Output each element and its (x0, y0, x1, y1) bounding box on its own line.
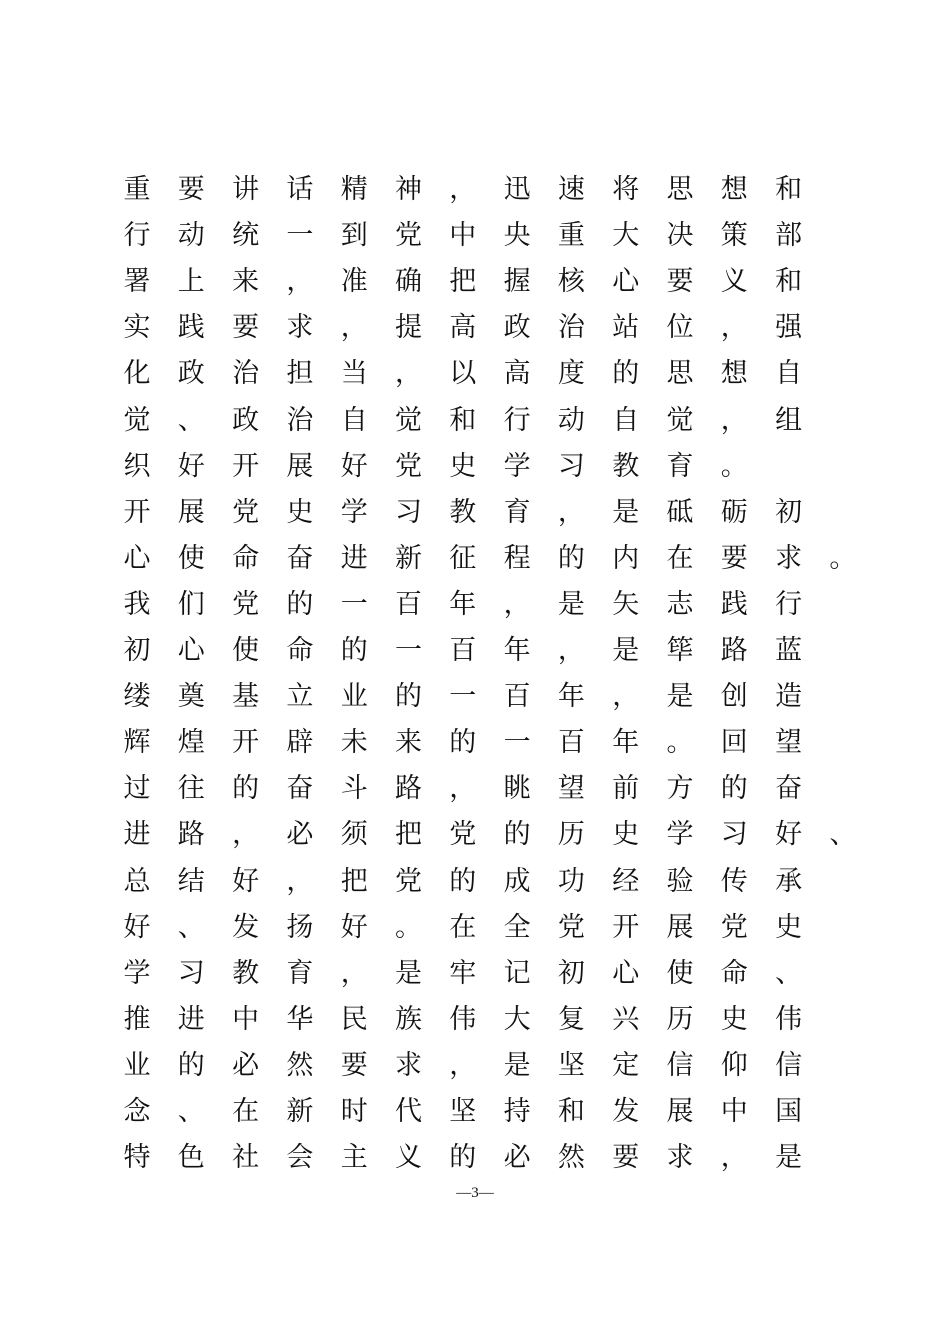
text-char: 的 (449, 865, 477, 897)
text-char: 初 (775, 496, 803, 528)
text-char: 学 (123, 957, 151, 989)
text-char: 大 (612, 220, 640, 252)
text-char: 程 (503, 542, 531, 574)
text-char: 望 (775, 727, 803, 759)
text-char: 织 (123, 450, 151, 482)
text-char: 教 (232, 957, 260, 989)
text-char: 百 (503, 681, 531, 713)
text-char: ， (286, 266, 314, 298)
text-char: 奠 (177, 681, 205, 713)
text-char: 的 (720, 773, 748, 805)
text-char: ， (340, 312, 368, 344)
text-char: 砺 (720, 496, 748, 528)
text-char: 我 (123, 588, 151, 620)
text-char: 践 (720, 588, 748, 620)
text-char: 。 (829, 542, 857, 574)
text-char: 史 (286, 496, 314, 528)
text-char: 强 (775, 312, 803, 344)
text-char: 党 (449, 819, 477, 851)
text-char: 求 (666, 1142, 694, 1174)
text-char: 动 (177, 220, 205, 252)
text-char: 重 (123, 174, 151, 205)
text-char: 习 (720, 819, 748, 851)
text-char: 命 (720, 957, 748, 989)
text-char: 的 (612, 358, 640, 390)
text-char: 展 (666, 1096, 694, 1127)
text-char: 年 (449, 588, 477, 620)
text-char: 党 (395, 220, 422, 252)
text-char: 统 (232, 220, 260, 252)
text-char: 行 (123, 220, 151, 252)
text-char: 央 (503, 220, 531, 252)
text-char: 年 (503, 635, 531, 666)
text-char: 教 (612, 450, 640, 482)
text-char: 进 (123, 819, 151, 851)
text-char: 前 (612, 773, 640, 805)
text-char: 的 (177, 1049, 205, 1081)
text-char: 奋 (286, 542, 314, 574)
text-char: 的 (286, 588, 314, 620)
text-char: 功 (557, 865, 585, 897)
text-char: 治 (557, 312, 585, 344)
text-char: 以 (449, 358, 477, 390)
text-char: ， (232, 819, 260, 851)
text-char: 要 (340, 1049, 368, 1081)
text-char: 育 (286, 957, 314, 989)
text-char: 开 (232, 727, 260, 759)
text-char: 使 (177, 542, 205, 574)
text-char: 教 (449, 496, 477, 528)
text-char: 史 (612, 819, 640, 851)
text-char: 想 (720, 174, 748, 205)
text-char: 会 (286, 1142, 314, 1174)
text-char: 是 (557, 588, 585, 620)
text-char: 矢 (612, 588, 640, 620)
text-char: 发 (612, 1096, 640, 1127)
text-char: 党 (232, 496, 260, 528)
text-char: 党 (395, 450, 422, 482)
text-char: 的 (232, 773, 260, 805)
text-char: 速 (557, 174, 585, 205)
text-char: 学 (666, 819, 694, 851)
text-char: 迅 (503, 174, 531, 205)
text-char: 特 (123, 1142, 151, 1174)
text-char: 自 (612, 404, 640, 436)
text-char: 组 (775, 404, 803, 436)
text-char: 伟 (775, 1003, 803, 1035)
text-char: 党 (232, 588, 260, 620)
text-char: ， (395, 358, 422, 390)
text-char: 要 (720, 542, 748, 574)
text-char: 践 (177, 312, 205, 344)
text-char: 、 (829, 819, 857, 851)
text-char: 路 (395, 773, 422, 805)
text-char: 年 (557, 681, 585, 713)
text-char: 神 (395, 174, 422, 205)
text-char: ， (503, 588, 531, 620)
text-char: 学 (340, 496, 368, 528)
text-char: 坚 (557, 1049, 585, 1081)
text-char: 展 (177, 496, 205, 528)
text-char: 要 (232, 312, 260, 344)
text-char: 觉 (666, 404, 694, 436)
text-char: 习 (557, 450, 585, 482)
text-char: 。 (666, 727, 694, 759)
text-char: 和 (775, 266, 803, 298)
text-char: 命 (232, 542, 260, 574)
text-char: 在 (449, 911, 477, 943)
text-char: ， (612, 681, 640, 713)
text-char: 命 (286, 635, 314, 666)
text-char: 的 (449, 727, 477, 759)
text-char: 当 (340, 358, 368, 390)
text-char: 担 (286, 358, 314, 390)
text-char: 、 (775, 957, 803, 989)
text-char: 记 (503, 957, 531, 989)
text-char: ， (720, 404, 748, 436)
text-char: 斗 (340, 773, 368, 805)
text-char: 百 (395, 588, 422, 620)
text-char: 经 (612, 865, 640, 897)
text-char: 实 (123, 312, 151, 344)
text-char: 华 (286, 1003, 314, 1035)
text-char: 到 (340, 220, 368, 252)
text-char: 好 (232, 865, 260, 897)
text-char: 要 (612, 1142, 640, 1174)
text-char: 好 (340, 911, 368, 943)
text-char: 回 (720, 727, 748, 759)
text-char: 然 (557, 1142, 585, 1174)
text-char: 社 (232, 1142, 260, 1174)
text-char: 征 (449, 542, 477, 574)
text-char: 煌 (177, 727, 205, 759)
text-char: 的 (395, 681, 422, 713)
text-char: 治 (232, 358, 260, 390)
text-char: 传 (720, 865, 748, 897)
text-char: 进 (177, 1003, 205, 1035)
text-char: 政 (177, 358, 205, 390)
text-char: ， (557, 496, 585, 528)
text-char: 望 (557, 773, 585, 805)
text-char: 动 (557, 404, 585, 436)
text-char: 然 (286, 1049, 314, 1081)
text-char: 育 (666, 450, 694, 482)
text-char: 信 (775, 1049, 803, 1081)
text-char: 习 (177, 957, 205, 989)
text-char: 持 (503, 1096, 531, 1127)
text-char: 好 (340, 450, 368, 482)
text-char: 提 (395, 312, 422, 344)
text-char: 百 (449, 635, 477, 666)
text-char: 必 (503, 1142, 531, 1174)
text-char: 路 (720, 635, 748, 666)
text-char: 的 (503, 819, 531, 851)
text-char: 讲 (232, 174, 260, 205)
text-char: 族 (395, 1003, 422, 1035)
text-char: 色 (177, 1142, 205, 1174)
text-char: 民 (340, 1003, 368, 1035)
text-char: 历 (557, 819, 585, 851)
text-char: 信 (666, 1049, 694, 1081)
text-char: 新 (395, 542, 422, 574)
text-char: 承 (775, 865, 803, 897)
text-char: 方 (666, 773, 694, 805)
text-char: 念 (123, 1096, 151, 1127)
text-char: 筚 (666, 635, 694, 666)
text-char: 中 (449, 220, 477, 252)
text-char: 将 (612, 174, 640, 205)
text-char: 确 (395, 266, 422, 298)
text-char: ， (557, 635, 585, 666)
text-char: 结 (177, 865, 205, 897)
text-char: 好 (123, 911, 151, 943)
text-char: 业 (123, 1049, 151, 1081)
text-char: 造 (775, 681, 803, 713)
text-char: 治 (286, 404, 314, 436)
text-char: 署 (123, 266, 151, 298)
text-char: 想 (720, 358, 748, 390)
text-char: 觉 (123, 404, 151, 436)
text-char: 展 (286, 450, 314, 482)
text-char: 大 (503, 1003, 531, 1035)
text-char: 求 (395, 1049, 422, 1081)
text-char: 往 (177, 773, 205, 805)
text-char: 须 (340, 819, 368, 851)
text-char: 心 (612, 266, 640, 298)
text-char: ， (449, 773, 477, 805)
text-char: 、 (177, 1096, 205, 1127)
text-char: 年 (612, 727, 640, 759)
text-char: 好 (775, 819, 803, 851)
text-char: 是 (612, 635, 640, 666)
text-char: 一 (286, 220, 314, 252)
text-char: 高 (449, 312, 477, 344)
text-char: 史 (775, 911, 803, 943)
text-char: 们 (177, 588, 205, 620)
text-char: 是 (503, 1049, 531, 1081)
text-char: 在 (232, 1096, 260, 1127)
text-char: 思 (666, 358, 694, 390)
text-char: 。 (720, 450, 748, 482)
text-char: 开 (123, 496, 151, 528)
text-char: 思 (666, 174, 694, 205)
text-char: 缕 (123, 681, 151, 713)
page-number: —3— (456, 1185, 494, 1201)
text-char: 来 (232, 266, 260, 298)
text-char: 的 (340, 635, 368, 666)
text-char: 要 (666, 266, 694, 298)
text-char: 政 (232, 404, 260, 436)
text-char: 志 (666, 588, 694, 620)
text-char: 辉 (123, 727, 151, 759)
text-char: 决 (666, 220, 694, 252)
text-char: 话 (286, 174, 314, 205)
text-char: 成 (503, 865, 531, 897)
text-char: 使 (666, 957, 694, 989)
text-char: 未 (340, 727, 368, 759)
text-char: 、 (177, 404, 205, 436)
text-char: 行 (503, 404, 531, 436)
text-char: 学 (503, 450, 531, 482)
text-char: 觉 (395, 404, 422, 436)
text-char: 坚 (449, 1096, 477, 1127)
text-char: 求 (286, 312, 314, 344)
text-char: 历 (666, 1003, 694, 1035)
text-char: 伟 (449, 1003, 477, 1035)
text-char: 行 (775, 588, 803, 620)
text-char: 核 (557, 266, 585, 298)
text-char: 来 (395, 727, 422, 759)
text-char: 扬 (286, 911, 314, 943)
text-char: 奋 (286, 773, 314, 805)
text-char: 蓝 (775, 635, 803, 666)
text-char: 仰 (720, 1049, 748, 1081)
text-char: 把 (395, 819, 422, 851)
text-char: 时 (340, 1096, 368, 1127)
text-char: 党 (557, 911, 585, 943)
text-char: 是 (395, 957, 422, 989)
text-char: 政 (503, 312, 531, 344)
text-char: 和 (557, 1096, 585, 1127)
text-char: 自 (340, 404, 368, 436)
text-char: 过 (123, 773, 151, 805)
text-char: 是 (612, 496, 640, 528)
text-char: 好 (177, 450, 205, 482)
text-char: 定 (612, 1049, 640, 1081)
text-char: 自 (775, 358, 803, 390)
text-char: 育 (503, 496, 531, 528)
text-char: 习 (395, 496, 422, 528)
text-char: 百 (557, 727, 585, 759)
text-char: 准 (340, 266, 368, 298)
text-char: 兴 (612, 1003, 640, 1035)
text-char: 站 (612, 312, 640, 344)
text-char: 一 (395, 635, 422, 666)
text-char: 立 (286, 681, 314, 713)
text-char: 的 (557, 542, 585, 574)
text-char: 验 (666, 865, 694, 897)
text-char: 在 (666, 542, 694, 574)
text-char: 中 (720, 1096, 748, 1127)
text-char: 发 (232, 911, 260, 943)
text-char: 主 (340, 1142, 368, 1174)
text-char: 把 (340, 865, 368, 897)
text-char: 策 (720, 220, 748, 252)
text-char: ， (720, 312, 748, 344)
text-char: 初 (557, 957, 585, 989)
text-char: 高 (503, 358, 531, 390)
text-char: 的 (449, 1142, 477, 1174)
text-char: 内 (612, 542, 640, 574)
text-char: 必 (232, 1049, 260, 1081)
text-char: 、 (177, 911, 205, 943)
text-char: 进 (340, 542, 368, 574)
text-char: 一 (449, 681, 477, 713)
text-char: 握 (503, 266, 531, 298)
text-char: 国 (775, 1096, 803, 1127)
text-char: 开 (612, 911, 640, 943)
text-char: 义 (720, 266, 748, 298)
text-char: 史 (449, 450, 477, 482)
text-char: 开 (232, 450, 260, 482)
text-char: 把 (449, 266, 477, 298)
text-char: 牢 (449, 957, 477, 989)
text-char: 是 (666, 681, 694, 713)
text-char: 推 (123, 1003, 151, 1035)
text-char: 和 (775, 174, 803, 205)
text-char: 心 (123, 542, 151, 574)
text-char: 党 (720, 911, 748, 943)
text-char: ， (720, 1142, 748, 1174)
text-char: 全 (503, 911, 531, 943)
text-char: 复 (557, 1003, 585, 1035)
text-char: 党 (395, 865, 422, 897)
text-char: 创 (720, 681, 748, 713)
text-char: 义 (395, 1142, 422, 1174)
text-char: 部 (775, 220, 803, 252)
text-char: 位 (666, 312, 694, 344)
text-char: 求 (775, 542, 803, 574)
text-char: 心 (177, 635, 205, 666)
text-char: 上 (177, 266, 205, 298)
text-char: 精 (340, 174, 368, 205)
text-char: 化 (123, 358, 151, 390)
text-char: 基 (232, 681, 260, 713)
text-char: 眺 (503, 773, 531, 805)
text-char: ， (449, 1049, 477, 1081)
text-char: 奋 (775, 773, 803, 805)
text-char: 砥 (666, 496, 694, 528)
text-char: 一 (503, 727, 531, 759)
text-char: 中 (232, 1003, 260, 1035)
text-char: 重 (557, 220, 585, 252)
text-char: 路 (177, 819, 205, 851)
text-char: 使 (232, 635, 260, 666)
text-char: 一 (340, 588, 368, 620)
text-char: 初 (123, 635, 151, 666)
text-char: 心 (612, 957, 640, 989)
text-char: ， (286, 865, 314, 897)
text-char: 业 (340, 681, 368, 713)
text-char: 必 (286, 819, 314, 851)
text-char: ， (449, 174, 477, 205)
text-char: 辟 (286, 727, 314, 759)
text-char: 总 (123, 865, 151, 897)
text-char: 史 (720, 1003, 748, 1035)
text-char: 。 (395, 911, 422, 943)
text-char: 度 (557, 358, 585, 390)
text-char: 展 (666, 911, 694, 943)
text-char: 和 (449, 404, 477, 436)
text-char: 要 (177, 174, 205, 205)
text-char: 新 (286, 1096, 314, 1127)
text-char: 代 (395, 1096, 422, 1127)
text-char: 是 (775, 1142, 803, 1174)
text-char: ， (340, 957, 368, 989)
